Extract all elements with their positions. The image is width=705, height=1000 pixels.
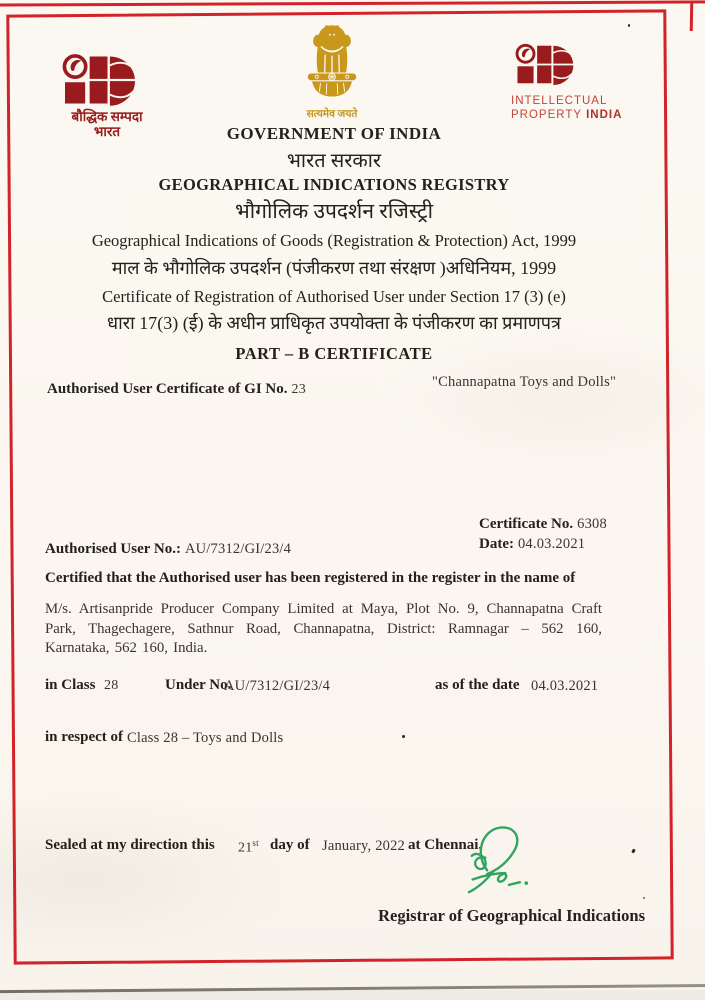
certificate-no-label: Certificate No. — [479, 516, 574, 532]
class-value: 28 — [104, 678, 119, 693]
sealed-line-prefix: Sealed at my direction this — [45, 837, 215, 853]
top-red-line — [0, 0, 705, 6]
top-right-red-segment — [690, 1, 694, 31]
section-title-hi: धारा 17(3) (ई) के अधीन प्राधिकृत उपयोक्ता के पंजीकरण का प्रमाणपत्र — [107, 313, 561, 333]
ink-speck — [402, 735, 405, 738]
sealed-day-suffix: st — [252, 838, 259, 848]
section-title-en: Certificate of Registration of Authorised User under Section 17 (3) (e) — [102, 287, 566, 306]
under-no-value: AU/7312/GI/23/4 — [224, 678, 331, 694]
registrar-signature — [449, 823, 549, 910]
gi-product-name: "Channapatna Toys and Dolls" — [432, 374, 617, 390]
part-b-title: PART – B CERTIFICATE — [235, 344, 433, 363]
ink-speck — [628, 24, 630, 27]
act-title-en: Geographical Indications of Goods (Registration & Protection) Act, 1999 — [91, 231, 577, 250]
registrant-address: M/s. Artisanpride Producer Company Limited at Maya, Plot No. 9, Channapatna Craft Park, Thagechagere, Sathnur Road, Channapatna, District: Ramnagar – 562 160, Karnataka, 562 160, India. — [45, 601, 602, 656]
date-value: 04.03.2021 — [517, 536, 586, 552]
national-emblem — [292, 20, 372, 121]
right-logo-india-label: INDIA — [586, 108, 623, 121]
certificate-no-value: 6308 — [577, 516, 607, 532]
certificate-number-block — [479, 514, 607, 554]
authorised-user-no-line — [45, 540, 291, 558]
right-logo-caption-line1: INTELLECTUAL — [511, 95, 608, 107]
sealed-line-at-chennai: at Chennai. — [408, 837, 483, 853]
national-emblem-icon — [300, 20, 364, 106]
ip-india-logo-right — [511, 42, 651, 122]
date-label: Date: — [479, 536, 514, 552]
in-respect-of-value: Class 28 – Toys and Dolls — [127, 730, 284, 746]
registrar-title: Registrar of Geographical Indications — [378, 906, 645, 925]
certificate-no-line — [479, 514, 607, 534]
authorised-user-no-label: Authorised User No.: — [45, 541, 181, 557]
gi-number: 23 — [291, 382, 306, 397]
in-respect-of-label: in respect of — [45, 729, 124, 745]
gi-label: Authorised User Certificate of GI No. — [47, 381, 288, 397]
sealed-line-day-of: day of — [270, 837, 310, 853]
left-logo-caption-line2: भारत — [93, 123, 121, 139]
left-logo-caption-line1: बौद्धिक सम्पदा — [71, 109, 143, 124]
government-title-hi: भारत सरकार — [286, 150, 382, 172]
registry-title-en: GEOGRAPHICAL INDICATIONS REGISTRY — [158, 175, 510, 194]
authorised-user-no-value: AU/7312/GI/23/4 — [184, 541, 292, 557]
class-label: in Class — [45, 677, 96, 693]
registry-title-hi: भौगोलिक उपदर्शन रजिस्ट्री — [234, 199, 434, 223]
sealed-day: 21st — [238, 838, 259, 856]
as-of-date-label: as of the date — [435, 677, 520, 693]
certified-statement: Certified that the Authorised user has been registered in the register in the name of — [45, 570, 576, 586]
government-title-en: GOVERNMENT OF INDIA — [226, 124, 442, 143]
gi-certificate-line — [47, 380, 306, 398]
ink-speck — [643, 897, 645, 899]
as-of-date-value: 04.03.2021 — [531, 678, 599, 694]
sealed-month-year: January, 2022 — [322, 838, 406, 854]
ip-india-logo-icon — [513, 42, 589, 87]
ip-india-logo-icon — [59, 52, 155, 108]
date-line — [479, 534, 607, 554]
signature-icon — [449, 823, 549, 905]
right-logo-caption-line2: PROPERTY INDIA — [511, 108, 623, 121]
emblem-motto: सत्यमेव जयते — [306, 109, 358, 120]
under-no-label: Under No. — [165, 677, 232, 693]
act-title-hi: माल के भौगोलिक उपदर्शन (पंजीकरण तथा संरक्षण )अधिनियम, 1999 — [111, 258, 557, 278]
